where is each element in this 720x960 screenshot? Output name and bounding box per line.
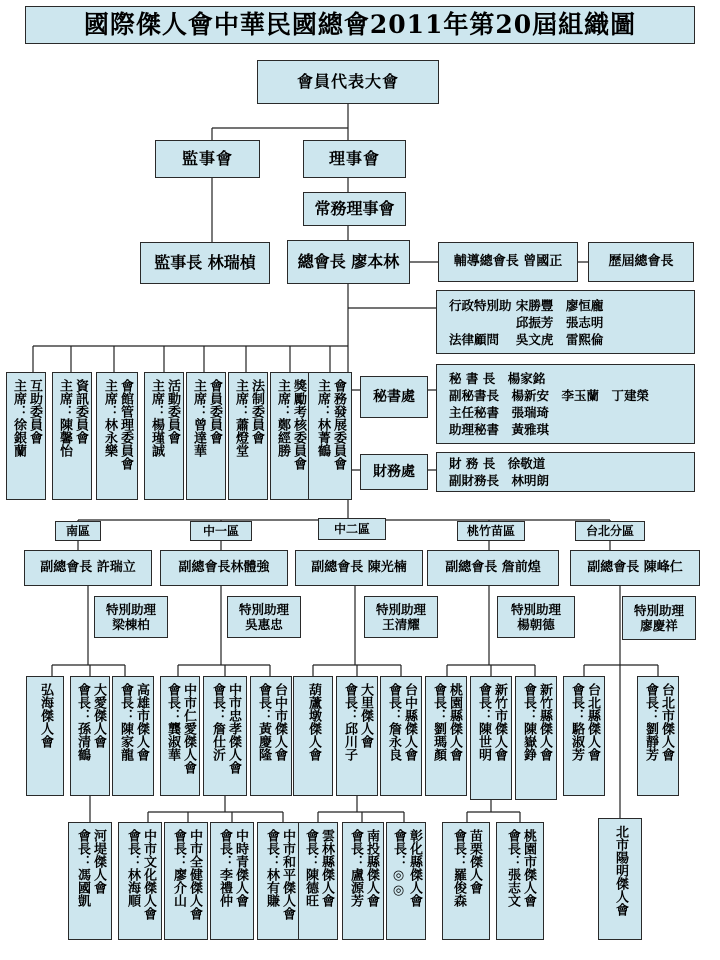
finance-staff [436, 452, 695, 492]
region-label: 南區 [55, 521, 101, 541]
chapter-name: 中時青傑人會 [233, 829, 248, 907]
chapter-name: 中市仁愛傑人會 [181, 683, 196, 774]
chapter-president: 會長：駱淑芳 [569, 683, 584, 761]
chapter [598, 818, 642, 940]
committee-name: 互助委員會 [27, 379, 42, 444]
chapter-name: 中市全健傑人會 [187, 829, 202, 920]
chapter-president: 會長：陳嶽錚 [521, 683, 536, 761]
committee-chair: 主席：徐銀蘭 [11, 379, 26, 457]
committee-chair: 主席：陳馨怡 [57, 379, 72, 457]
chapter [68, 822, 112, 940]
assistant-name: 梁棟柏 [112, 617, 150, 632]
chapter-president: 會長：詹仕沂 [210, 683, 225, 761]
chapter-name: 台北縣傑人會 [585, 683, 600, 761]
chapter-name: 台中縣傑人會 [402, 683, 417, 761]
chapter-president: 會長：黃慶隆 [256, 683, 271, 761]
region-label: 中一區 [190, 521, 252, 541]
chapter [442, 822, 490, 940]
committee-name: 會館管理委員會 [118, 379, 133, 470]
region-vice-president: 副總會長 陳光楠 [295, 550, 423, 586]
assistant-title: 特別助理 [510, 602, 561, 617]
chapter-president: 會長：龔淑華 [165, 683, 180, 761]
committee [270, 372, 310, 500]
connector [467, 800, 520, 822]
chapter-president: 會長：林有賺 [264, 829, 279, 907]
chapter-name: 桃園縣傑人會 [447, 683, 462, 761]
chapter [342, 822, 384, 940]
region-assistant [497, 596, 575, 638]
chapter [515, 676, 557, 800]
chapter-president: 會長：劉瑪顏 [431, 683, 446, 761]
chapter-president: 會長：陳德旺 [303, 829, 318, 907]
chapter-president: 會長：羅俊森 [451, 829, 466, 907]
chapter [563, 676, 605, 796]
assistant-title: 特別助理 [375, 602, 426, 617]
board-of-directors: 理事會 [303, 140, 406, 178]
chapter-president: 會長：陳世明 [476, 683, 491, 761]
chapter-name: 桃園市傑人會 [521, 829, 536, 907]
chapter [425, 676, 467, 796]
chapter-name: 新竹市傑人會 [492, 683, 507, 761]
counsel-president: 輔導總會長 曾國正 [438, 242, 578, 282]
chapter-name: 中市忠孝傑人會 [226, 683, 241, 774]
committee [52, 372, 92, 500]
chapter [380, 676, 422, 796]
past-presidents: 歷屆總會長 [588, 242, 694, 282]
region-vice-president: 副總會長林體強 [160, 550, 288, 586]
chapter-name: 苗栗傑人會 [467, 829, 482, 894]
connector [212, 104, 348, 140]
chapter-name: 中市和平傑人會 [280, 829, 295, 920]
committee-chair: 主席：蕭燈堂 [233, 379, 248, 457]
chapter-president: 會長：劉靜芳 [643, 683, 658, 761]
chapter-name: 北市陽明傑人會 [613, 825, 628, 916]
chapter-president: 會長：林海順 [125, 829, 140, 907]
special-assistants-line: 行政特別助 宋勝豐 廖恒龐 [449, 297, 604, 313]
chapter [26, 676, 64, 796]
region-assistant [94, 596, 168, 638]
committee-name: 活動委員會 [165, 379, 180, 444]
chapter [293, 676, 333, 796]
chapter-president: 會長：邱川子 [342, 683, 357, 761]
committee-name: 會務發展委員會 [331, 379, 346, 470]
region-label: 台北分區 [575, 521, 645, 541]
chapter [160, 676, 200, 796]
connector [78, 541, 610, 550]
secretariat-line: 主任秘書 張瑞琦 [449, 405, 550, 420]
finance-line: 財 務 長 徐敬道 [449, 456, 546, 471]
chapter [112, 676, 154, 796]
chapter-name: 台中市傑人會 [272, 683, 287, 761]
region-assistant [364, 596, 438, 638]
region-vice-president: 副總會長 詹前煌 [427, 550, 559, 586]
committee-name: 獎勵考核委員會 [291, 379, 306, 470]
chart-title: 國際傑人會中華民國總會2011年第20屆組織圖 [25, 6, 695, 44]
chapter [210, 822, 254, 940]
committee [308, 372, 352, 500]
assistant-name: 王清耀 [382, 617, 420, 632]
committee-chair: 主席：楊瑾誠 [149, 379, 164, 457]
member-assembly: 會員代表大會 [257, 60, 439, 104]
committee-name: 會員委員會 [207, 379, 222, 444]
committee [96, 372, 138, 500]
chapter-president: 會長：孫清鶴 [75, 683, 90, 761]
assistant-name: 楊朝德 [517, 617, 555, 632]
chapter [470, 676, 512, 800]
chief-supervisor: 監事長 林瑞楨 [140, 242, 270, 284]
chapter [298, 822, 338, 940]
assistant-title: 特別助理 [633, 603, 684, 618]
region-vice-president: 副總會長 許瑞立 [24, 550, 152, 586]
chapter-president: 會長：廖介山 [171, 829, 186, 907]
special-assistants-line: 法律顧問 吳文虎 雷熙倫 [449, 331, 604, 347]
committee-chair: 主席：曾達華 [191, 379, 206, 457]
chapter-name: 中市文化傑人會 [141, 829, 156, 920]
president: 總會長 廖本林 [287, 240, 410, 284]
chapter-name: 彰化縣傑人會 [407, 829, 422, 907]
chapter [496, 822, 544, 940]
board-of-supervisors: 監事會 [155, 140, 260, 178]
region-label: 桃竹苗區 [457, 521, 525, 541]
special-assistants-line: 邱振芳 張志明 [449, 314, 604, 330]
chapter [164, 822, 208, 940]
finance-label: 財務處 [360, 454, 428, 490]
chapter [637, 676, 679, 796]
chapter-name: 台北市傑人會 [659, 683, 674, 761]
committee [228, 372, 268, 500]
secretariat-staff [436, 364, 695, 444]
assistant-name: 廖慶祥 [640, 618, 678, 633]
chapter-president: 會長：詹永良 [386, 683, 401, 761]
committee-name: 資訊委員會 [73, 379, 88, 444]
finance-line: 副財務長 林明朗 [449, 473, 550, 488]
connector [148, 796, 283, 822]
chapter-name: 大愛傑人會 [91, 683, 106, 748]
committee-chair: 主席：林永樂 [102, 379, 117, 457]
connector [33, 346, 348, 372]
region-label: 中二區 [318, 518, 386, 540]
chapter-name: 南投縣傑人會 [364, 829, 379, 907]
standing-board: 常務理事會 [303, 192, 406, 226]
chapter-name: 新竹縣傑人會 [537, 683, 552, 761]
region-vice-president: 副總會長 陳峰仁 [570, 550, 700, 586]
region-assistant [227, 596, 301, 638]
assistant-title: 特別助理 [238, 602, 289, 617]
secretariat-line: 助理秘書 黃雅琪 [449, 422, 550, 437]
chapter-president: 會長：李禮仲 [217, 829, 232, 907]
committee [186, 372, 226, 500]
committee-chair: 主席：林菁鶴 [315, 379, 330, 457]
secretariat-line: 秘 書 長 楊家銘 [449, 371, 546, 386]
chapter-name: 河堤傑人會 [91, 829, 106, 894]
chapter-president: 會長：◎◎ [391, 829, 406, 898]
chapter-president: 會長：盧源芳 [348, 829, 363, 907]
special-assistants [436, 290, 695, 354]
region-assistant [622, 596, 696, 640]
committee [144, 372, 184, 500]
secretariat-label: 秘書處 [360, 376, 428, 418]
chapter [70, 676, 110, 796]
chapter [257, 822, 301, 940]
chapter [118, 822, 162, 940]
chapter-name: 葫蘆墩傑人會 [306, 683, 321, 761]
chapter-president: 會長：陳家龍 [118, 683, 133, 761]
chapter-president: 會長：馮國凱 [75, 829, 90, 907]
chapter-president: 會長：張志文 [505, 829, 520, 907]
committee-chair: 主席：鄭經勝 [275, 379, 290, 457]
assistant-name: 吳惠忠 [245, 617, 283, 632]
connector [318, 796, 404, 822]
committee [6, 372, 46, 500]
secretariat-line: 副秘書長 楊新安 李玉蘭 丁建榮 [449, 388, 650, 403]
chapter-name: 大里傑人會 [358, 683, 373, 748]
chapter-name: 雲林縣傑人會 [319, 829, 334, 907]
chapter [250, 676, 292, 796]
chapter [203, 676, 247, 796]
chapter-name: 弘海傑人會 [38, 683, 53, 748]
assistant-title: 特別助理 [105, 602, 156, 617]
chapter [386, 822, 426, 940]
chapter [336, 676, 378, 796]
committee-name: 法制委員會 [249, 379, 264, 444]
chapter-name: 高雄市傑人會 [134, 683, 149, 761]
